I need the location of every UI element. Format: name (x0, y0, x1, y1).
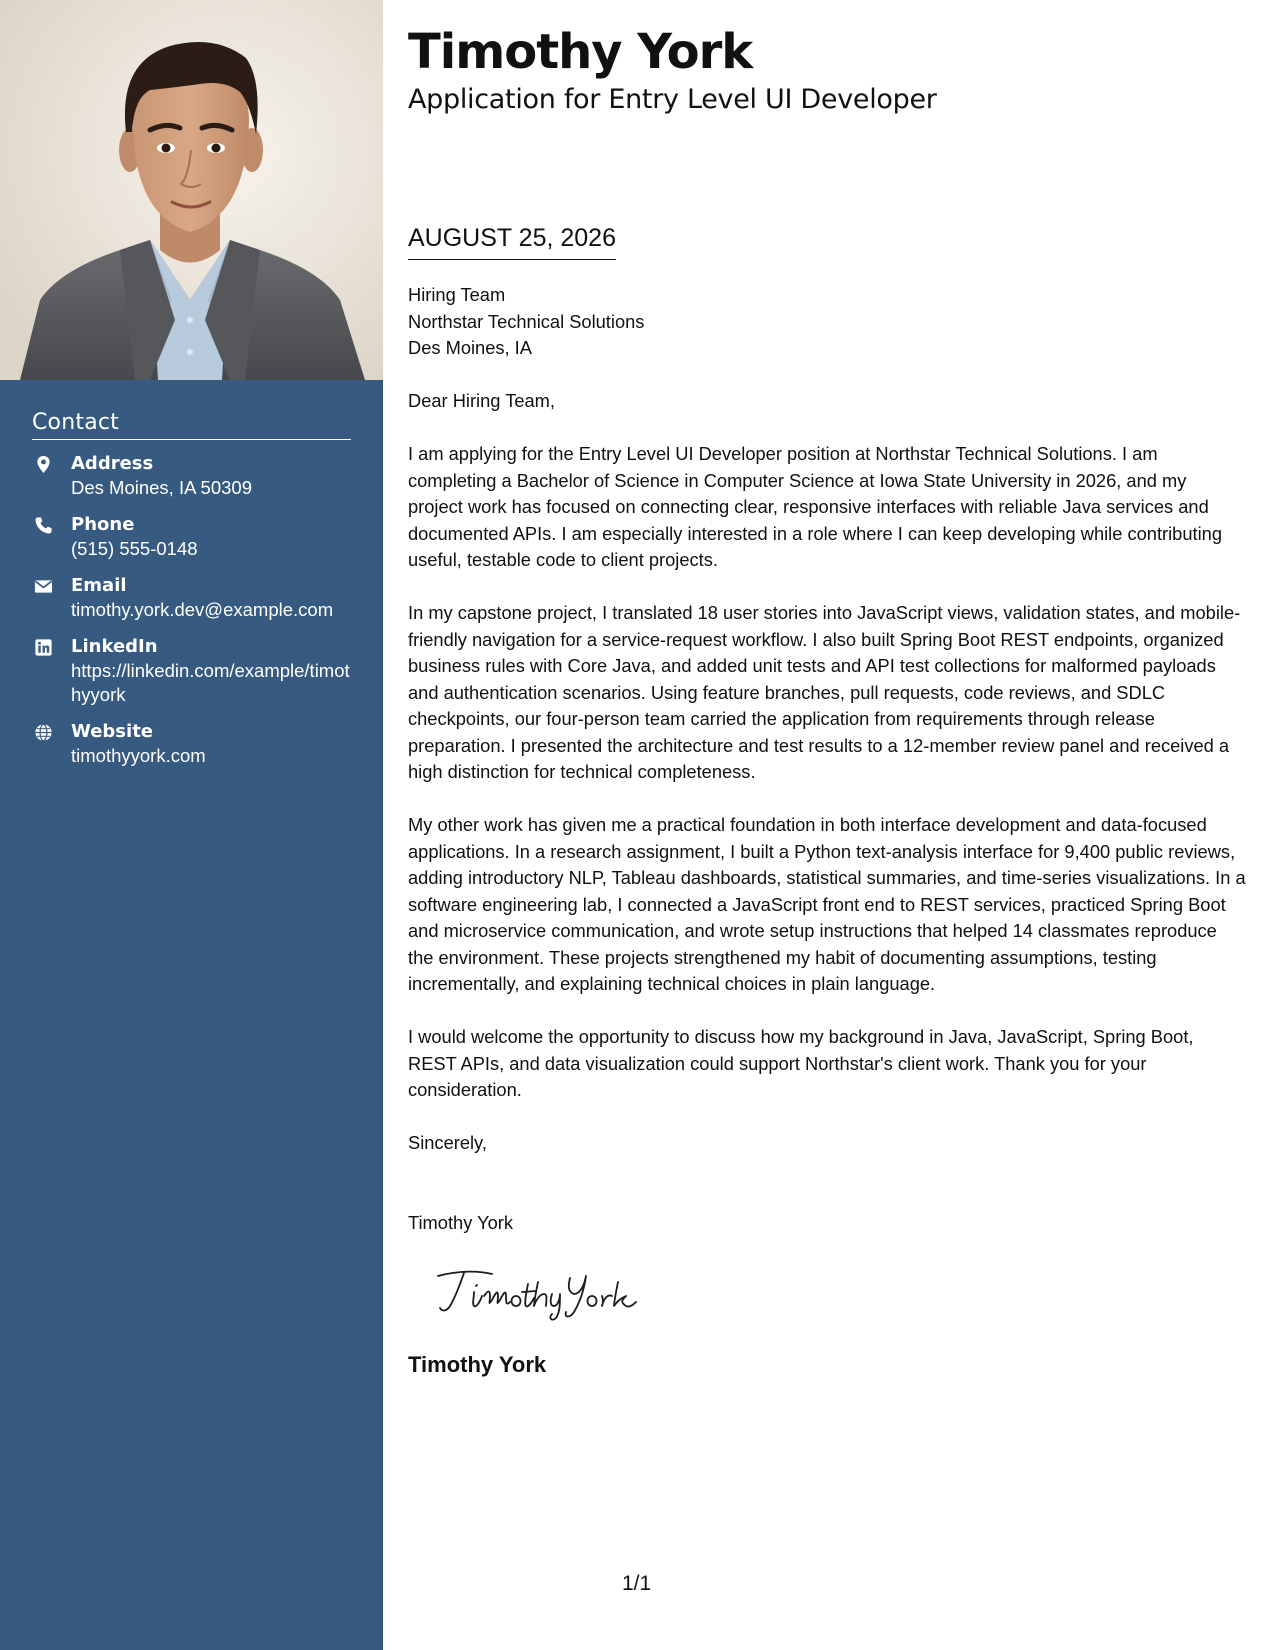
phone-icon (34, 516, 53, 535)
phone-value: (515) 555-0148 (71, 538, 198, 559)
recipient-line: Des Moines, IA (408, 337, 532, 358)
applicant-name: Timothy York (408, 24, 753, 80)
contact-item-phone (32, 513, 351, 561)
email-value: timothy.york.dev@example.com (71, 599, 334, 620)
linkedin-value[interactable]: https://linkedin.com/example/timothyyork (71, 660, 350, 705)
contact-item-address (32, 452, 351, 500)
contact-heading: Contact (32, 410, 351, 440)
contact-list (32, 452, 351, 768)
page-number: 1/1 (622, 1572, 652, 1595)
contact-item-linkedin (32, 635, 351, 707)
letter-date: AUGUST 25, 2026 (408, 224, 616, 260)
phone-label: Phone (71, 514, 135, 535)
contact-item-website (32, 720, 351, 768)
address-value: Des Moines, IA 50309 (71, 477, 252, 498)
sidebar (0, 0, 383, 1650)
website-value[interactable]: timothyyork.com (71, 745, 206, 766)
profile-photo (0, 0, 383, 380)
letter-body (408, 282, 1246, 1236)
email-label: Email (71, 575, 127, 596)
globe-icon (34, 723, 53, 742)
recipient-block (408, 282, 1246, 362)
contact-item-email (32, 574, 351, 622)
linkedin-label: LinkedIn (71, 636, 158, 657)
salutation: Dear Hiring Team, (408, 390, 555, 411)
signer-name: Timothy York (408, 1211, 513, 1233)
final-signature-name: Timothy York (408, 1352, 547, 1377)
website-label: Website (71, 721, 154, 742)
envelope-icon (34, 577, 53, 596)
letter-paragraph: I would welcome the opportunity to discuss how my background in Java, JavaScript, Spring Boot, REST APIs, and data visualization could support Northstar's client work. Thank you for your consideration. (408, 1026, 1194, 1100)
letter-paragraph: In my capstone project, I translated 18 user stories into JavaScript views, validation states, and mobile-friendly navigation for a service-request workflow. I also built Spring Boot REST endpoints, organized business rules with Core Java, and added unit tests and API test collections for malformed payloads and authentication scenarios. Using feature branches, pull requests, code reviews, and SDLC checkpoints, our four-person team carried the application from requirements through release preparation. I presented the architecture and test results to a 12-member review panel and received a high distinction for technical completeness. (408, 602, 1241, 782)
application-subtitle: Application for Entry Level UI Developer (408, 84, 937, 115)
handwritten-signature (430, 1262, 670, 1322)
letter-paragraph: I am applying for the Entry Level UI Developer position at Northstar Technical Solutions. I am completing a Bachelor of Science in Computer Science at Iowa State University in 2026, and my project work has focused on connecting clear, responsive interfaces with reliable Java services and documented APIs. I am especially interested in a role where I can keep developing while contributing useful, testable code to client projects. (408, 443, 1222, 570)
map-pin-icon (34, 455, 53, 474)
address-label: Address (71, 453, 154, 474)
recipient-line: Hiring Team (408, 284, 506, 305)
contact-section (32, 410, 351, 781)
linkedin-icon (34, 638, 53, 657)
recipient-line: Northstar Technical Solutions (408, 310, 645, 332)
letter-paragraph: My other work has given me a practical foundation in both interface development and data-focused applications. In a research assignment, I built a Python text-analysis interface for 9,400 public reviews, adding introductory NLP, Tableau dashboards, statistical summaries, and time-series visualizations. In a software engineering lab, I connected a JavaScript front end to REST services, practiced Spring Boot and microservice communication, and wrote setup instructions that helped 14 classmates reproduce the environment. These projects strengthened my habit of documenting assumptions, testing incrementally, and explaining technical choices in plain language. (408, 814, 1246, 994)
closing: Sincerely, (408, 1132, 487, 1153)
